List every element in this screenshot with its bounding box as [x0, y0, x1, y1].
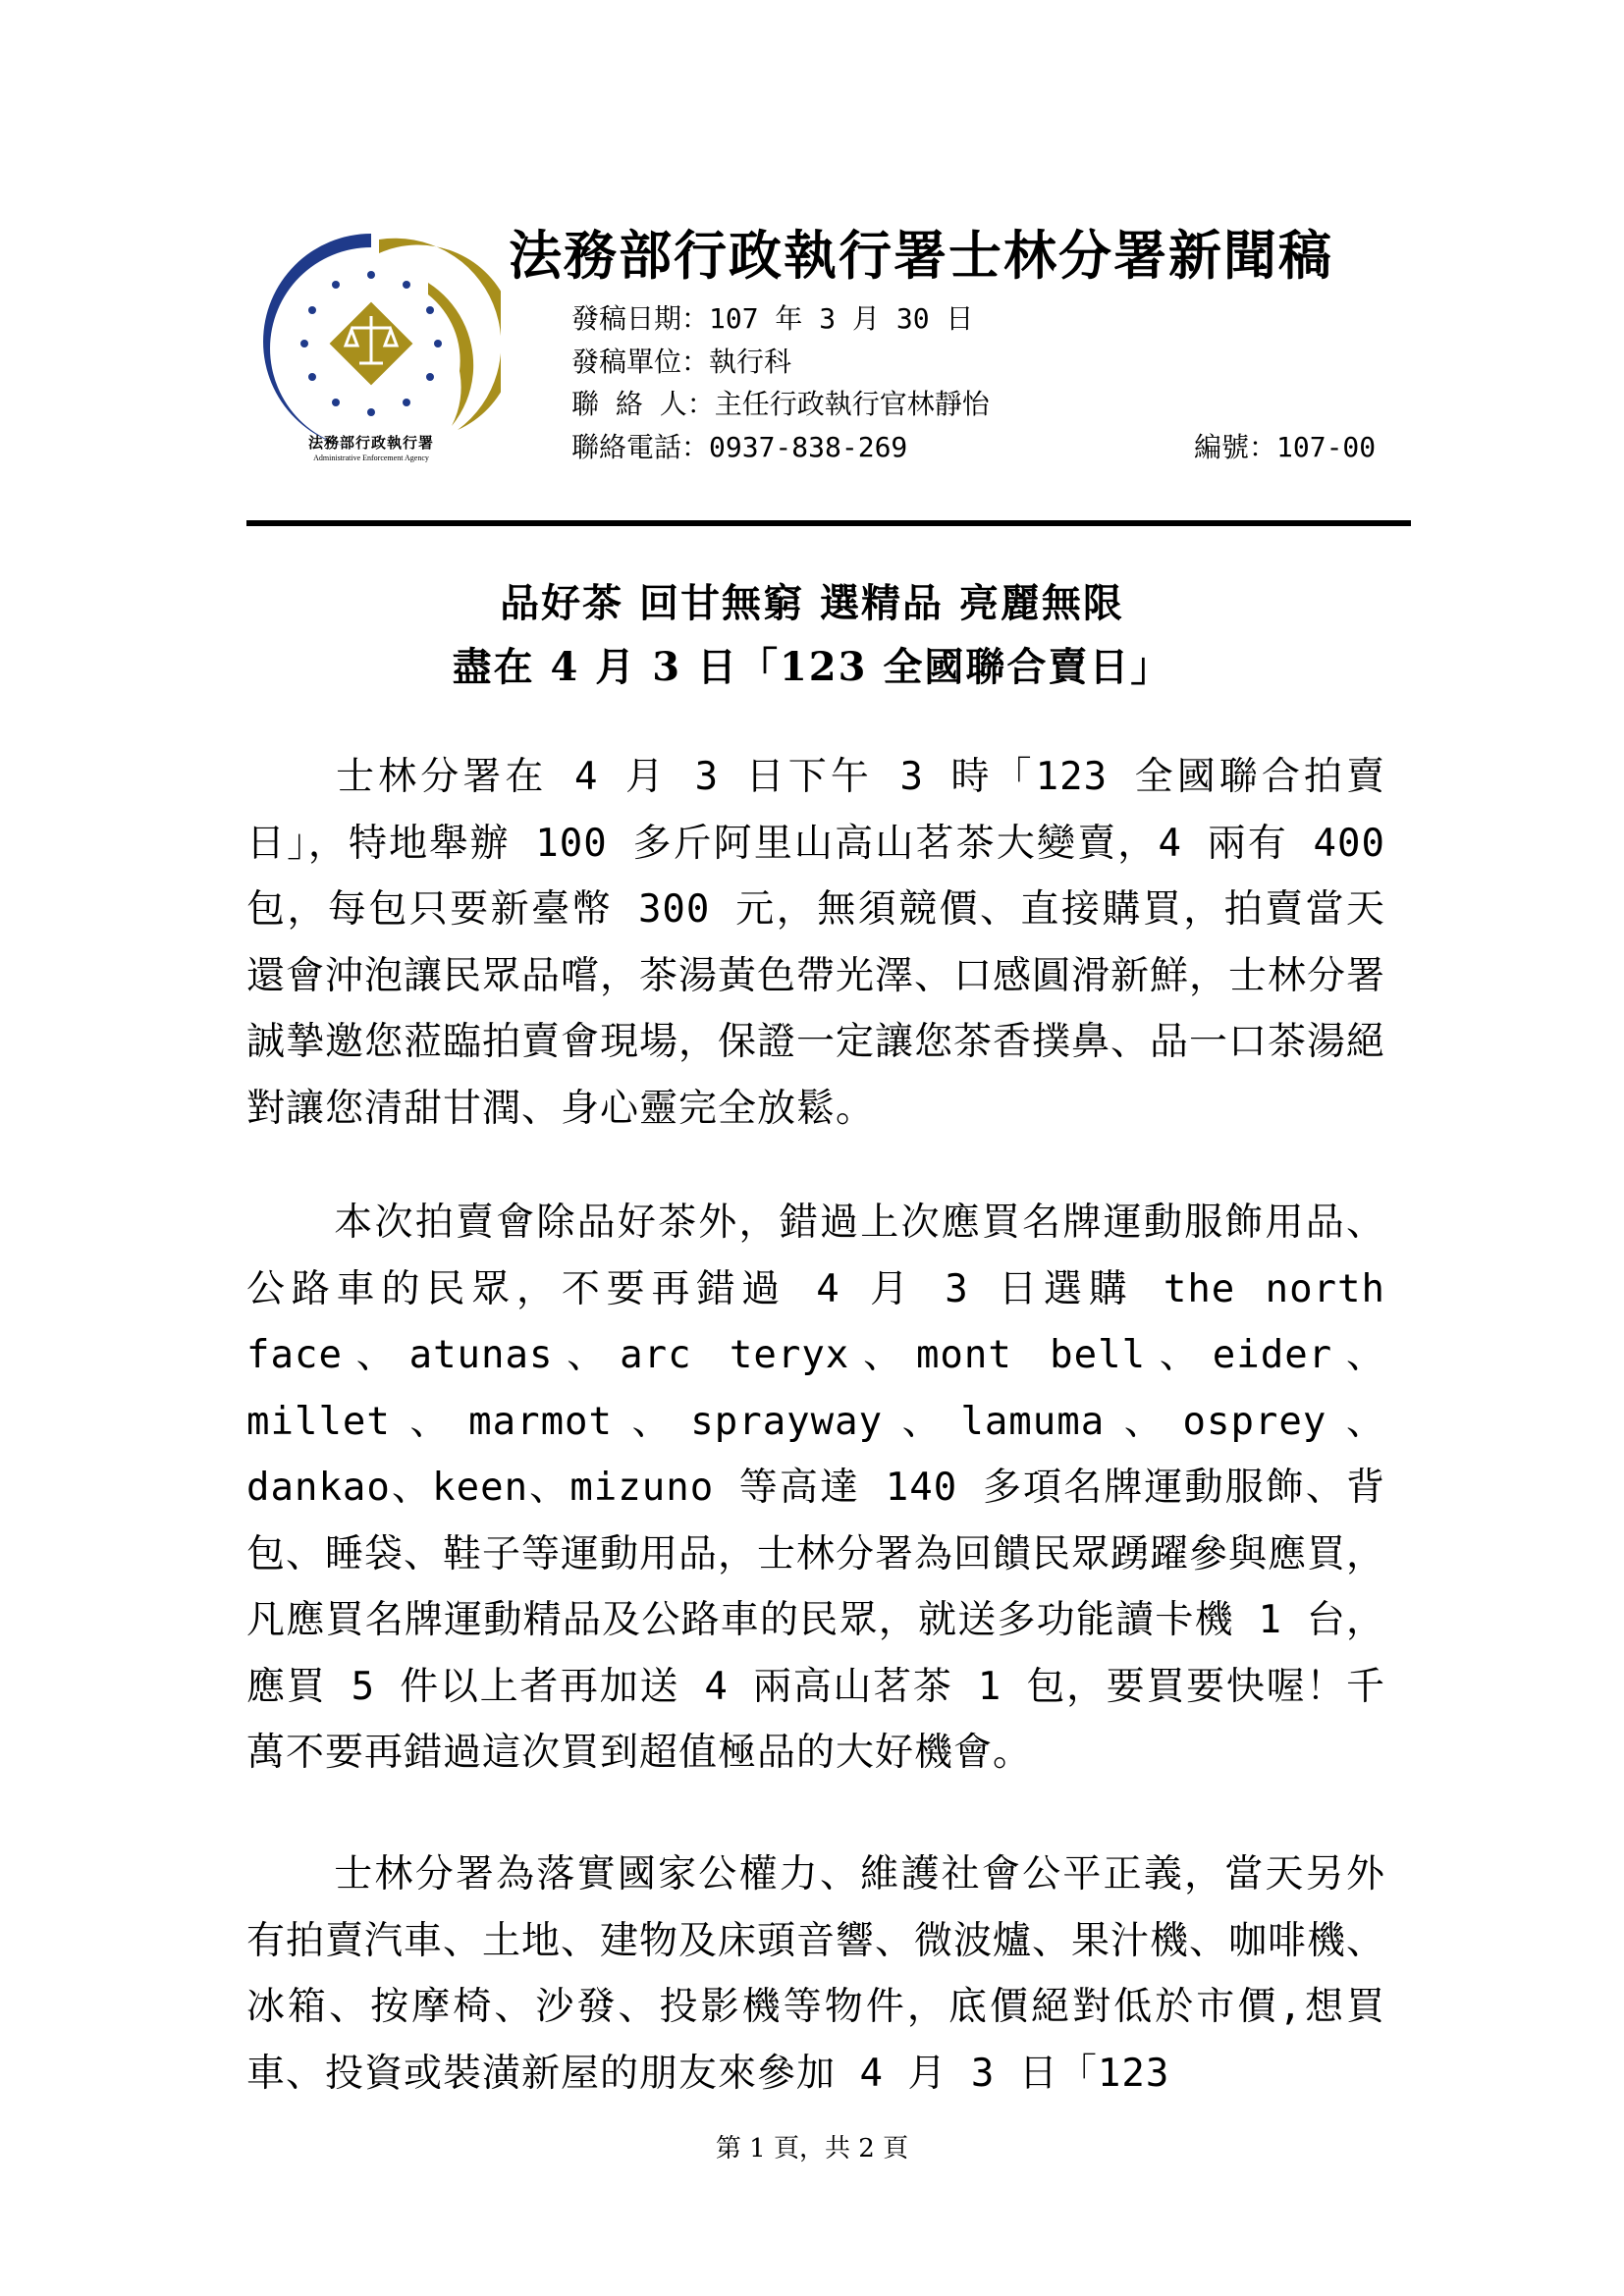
contact-phone: 聯絡電話：0937-838-269 — [571, 431, 908, 463]
logo-caption-en: Administrative Enforcement Agency — [313, 454, 429, 462]
release-date: 發稿日期：107 年 3 月 30 日 — [571, 302, 974, 335]
header-divider — [246, 520, 1411, 526]
body-paragraph-3 — [246, 1842, 1385, 2107]
body-paragraph-1 — [246, 744, 1385, 1142]
press-release-title: 法務部行政執行署士林分署新聞稿 — [509, 224, 1333, 287]
agency-logo-icon — [242, 224, 501, 459]
page-number: 第 1 頁，共 2 頁 — [715, 2134, 909, 2163]
serial-number: 編號：107-00 — [1194, 431, 1377, 463]
release-unit: 發稿單位：執行科 — [571, 346, 792, 378]
logo-caption-cn: 法務部行政執行署 — [307, 434, 434, 452]
logo-caption — [273, 432, 469, 462]
body-paragraph-2 — [246, 1190, 1385, 1787]
body-paragraph-3-text: 士林分署為落實國家公權力、維護社會公平正義，當天另外有拍賣汽車、土地、建物及床頭音響、微波爐、果汁機、咖啡機、冰箱、按摩椅、沙發、投影機等物件，底價絕對低於市價,想買車、投資或裝潢新屋的朋友來參加 4 月 3 日「123 — [246, 1852, 1386, 2096]
body-paragraph-1-text: 士林分署在 4 月 3 日下午 3 時「123 全國聯合拍賣日」，特地舉辦 100 多斤阿里山高山茗茶大變賣，4 兩有 400 包，每包只要新臺幣 300 元，無須競價、直接購買，拍賣當天還會沖泡讓民眾品嚐，茶湯黃色帶光澤、口感圓滑新鮮，士林分署誠摯邀您蒞臨拍賣會現場，保證一定讓您茶香撲鼻、品一口茶湯絕對讓您清甜甘潤、身心靈完全放鬆。 — [246, 755, 1386, 1131]
body-paragraph-2-text: 本次拍賣會除品好茶外，錯過上次應買名牌運動服飾用品、公路車的民眾，不要再錯過 4 月 3 日選購 the north face、atunas、arc teryx、mont bell、eider、millet、marmot、sprayway、lamuma、osprey、dankao、keen、mizuno 等高達 140 多項名牌運動服飾、背包、睡袋、鞋子等運動用品，士林分署為回饋民眾踴躍參與應買，凡應買名牌運動精品及公路車的民眾，就送多功能讀卡機 1 台，應買 5 件以上者再加送 4 兩高山茗茶 1 包，要買要快喔！千萬不要再錯過這次買到超值極品的大好機會。 — [246, 1201, 1386, 1775]
headline-line-1: 品好茶 回甘無窮 選精品 亮麗無限 — [500, 580, 1124, 626]
contact-person: 聯 絡 人：主任行政執行官林靜怡 — [571, 388, 990, 420]
headline-line-2: 盡在 4 月 3 日「123 全國聯合賣日」 — [452, 644, 1172, 690]
